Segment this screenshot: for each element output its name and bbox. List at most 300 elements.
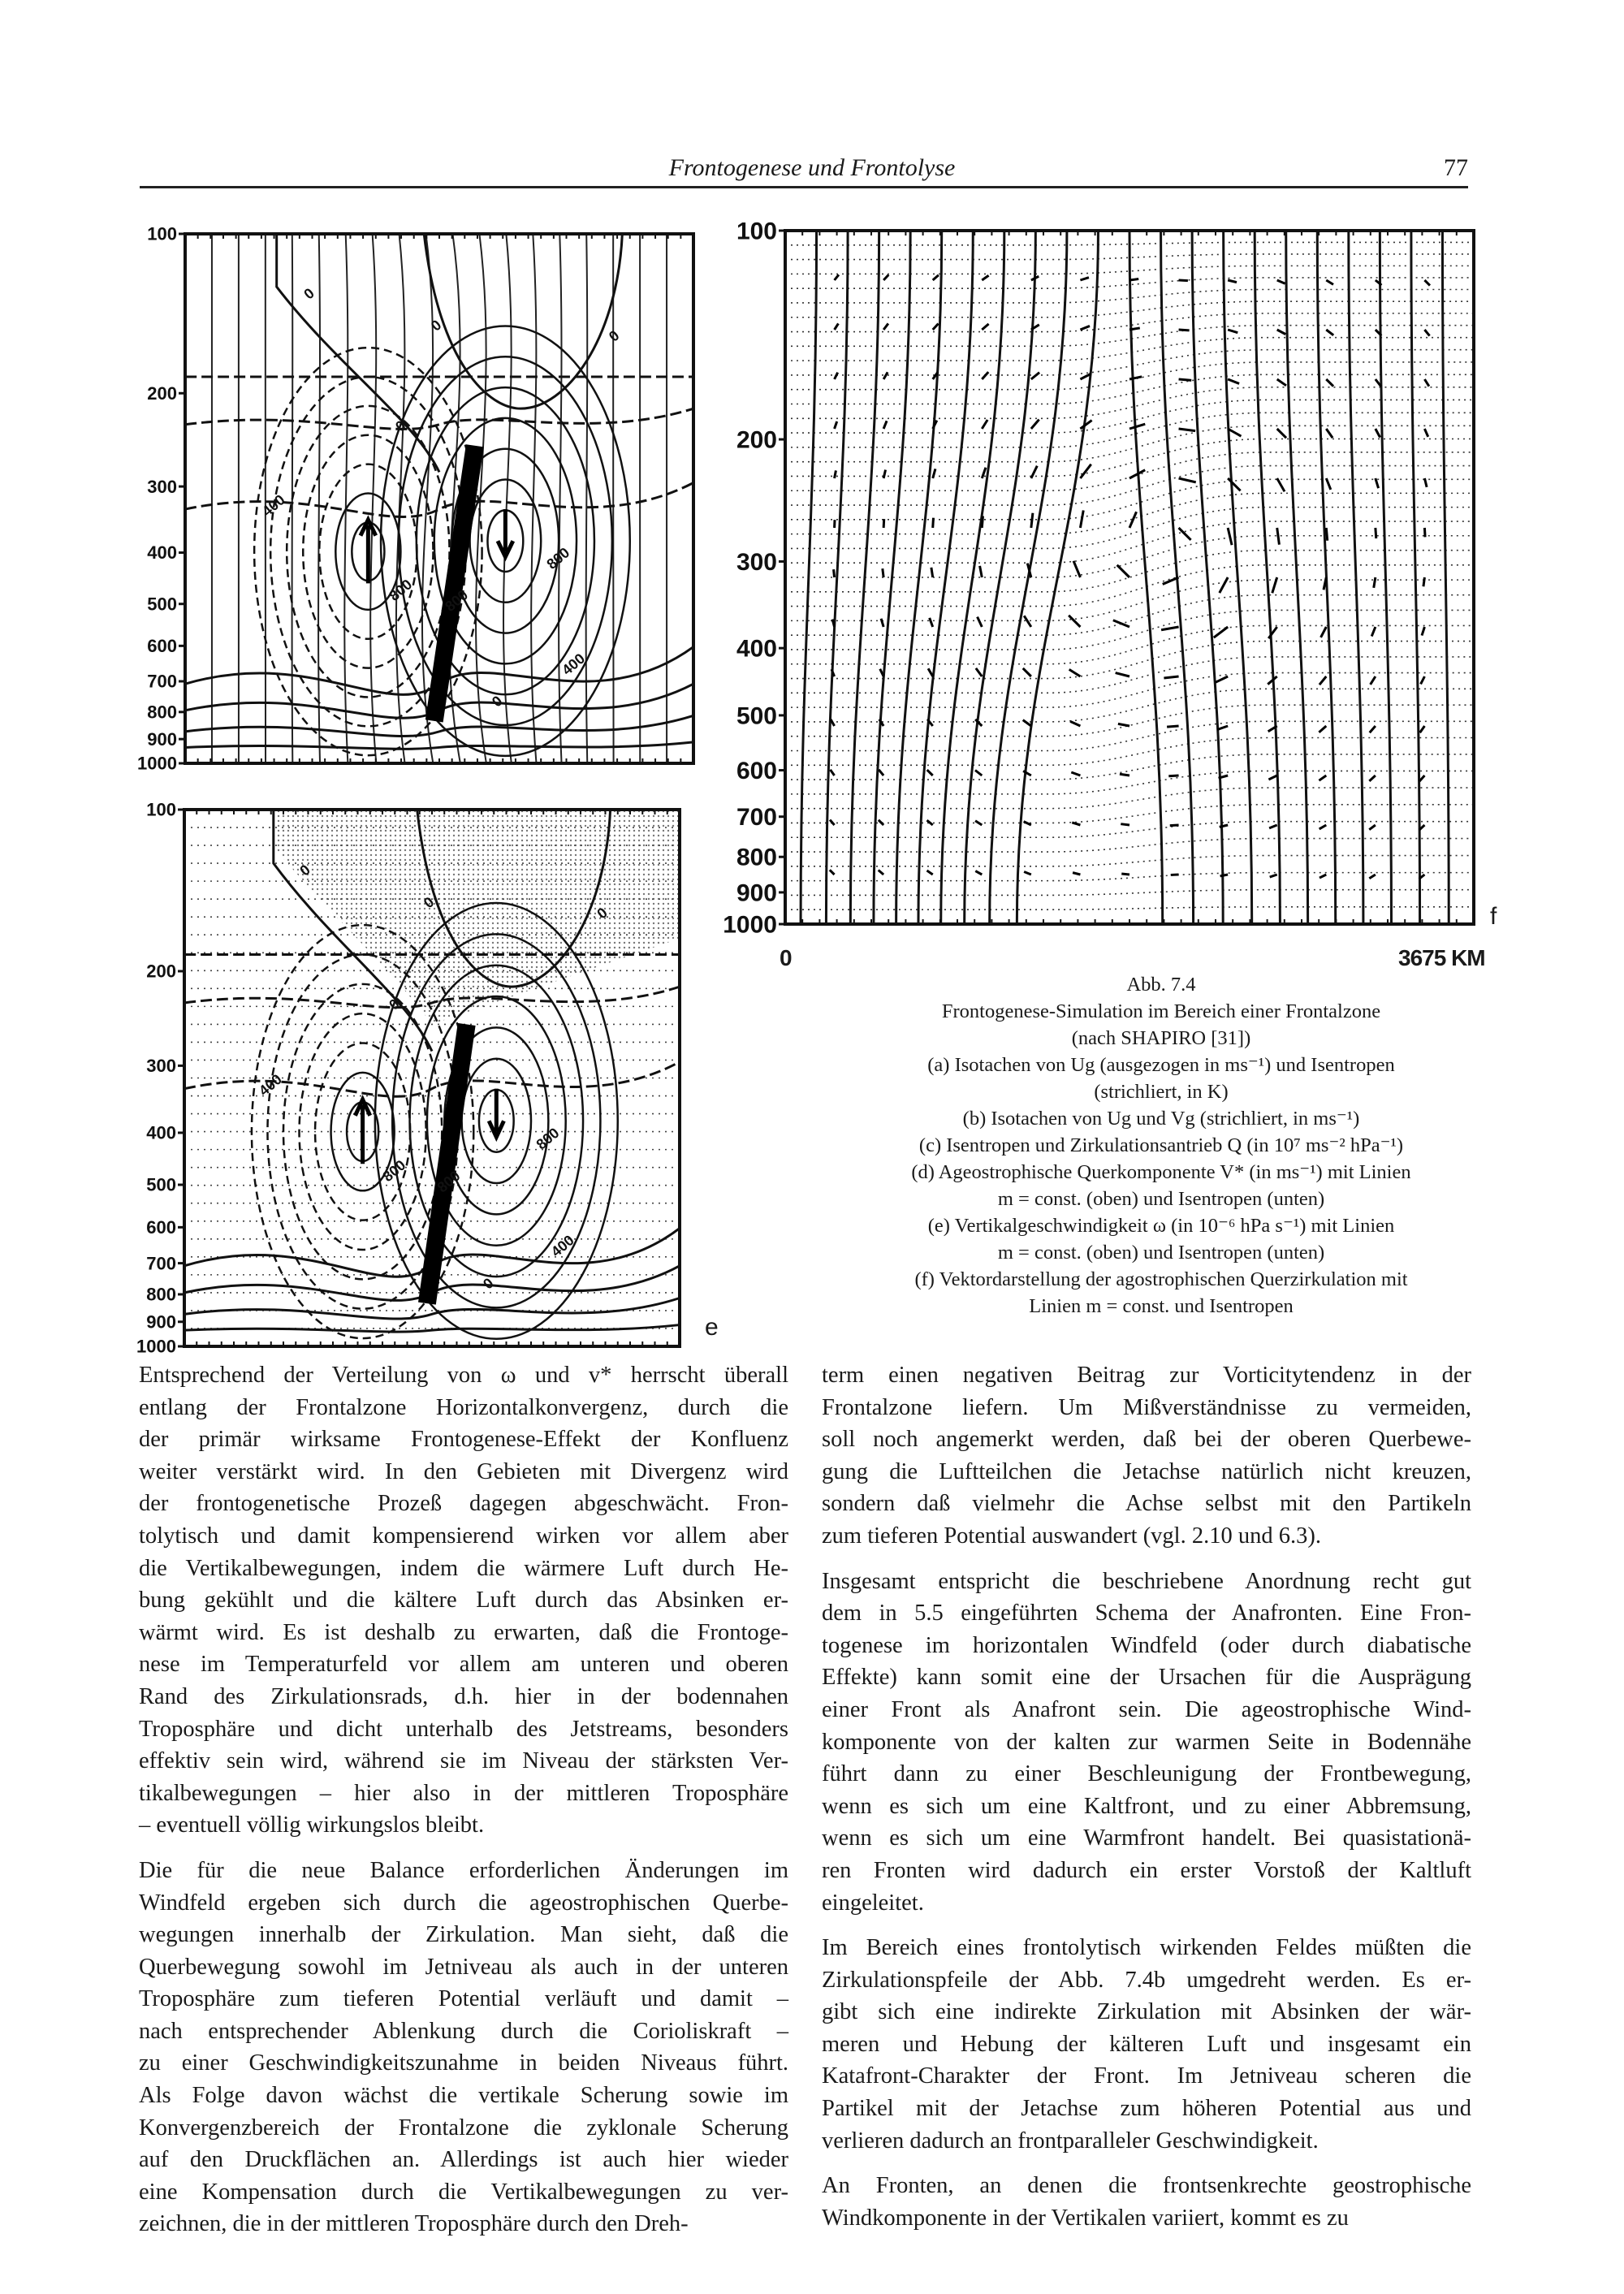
contour-label: 0	[296, 861, 313, 879]
text-line: komponente von der kalten zur warmen Seite in Bodennähe	[822, 1729, 1471, 1755]
zero-contour	[277, 234, 439, 472]
m-const-line	[1286, 231, 1308, 924]
text-line: der frontogenetische Prozeß dagegen abgeschwächt. Fron-	[139, 1491, 788, 1517]
circulation-vector	[1214, 627, 1228, 637]
contour-label: 800	[386, 576, 416, 605]
circulation-vector	[1117, 565, 1129, 577]
circulation-vector	[1073, 561, 1080, 577]
text-line: Katafront-Charakter der Front. Im Jetniveau scheren die	[822, 2063, 1471, 2089]
circulation-vector	[1080, 278, 1089, 280]
caption-line: Frontogenese-Simulation im Bereich einer Frontalzone	[941, 1000, 1381, 1022]
caption-line: (strichliert, in K)	[1094, 1081, 1229, 1103]
y-axis-tick-label: 600	[736, 758, 777, 785]
circulation-vector	[1168, 775, 1178, 776]
circulation-vector	[1024, 872, 1031, 875]
text-line: gibt sich eine indirekte Zirkulation mit Absinken der wär-	[822, 1999, 1471, 2025]
circulation-vector	[1277, 478, 1285, 491]
circulation-vector	[975, 771, 982, 775]
text-line: Partikel mit der Jetachse zum höheren Potential aus und	[822, 2096, 1471, 2122]
text-line: dem in 5.5 eingeführten Schema der Anafronten. Eine Fron-	[822, 1601, 1471, 1627]
circulation-vector	[1121, 824, 1129, 825]
text-line: wegungen innerhalb der Zirkulation. Man sieht, daß die	[139, 1922, 788, 1948]
circulation-vector	[1277, 330, 1286, 335]
circulation-vector	[1419, 775, 1424, 781]
y-axis-tick-label: 500	[147, 594, 177, 615]
text-line: soll noch angemerkt werden, daß bei der oberen Querbewe-	[822, 1427, 1471, 1453]
circulation-vector	[1118, 724, 1129, 726]
circulation-vector	[1069, 616, 1080, 627]
dotted-isentrope	[785, 856, 1474, 866]
isotach-line	[586, 234, 588, 763]
running-header: Frontogenese und Frontolyse	[668, 154, 956, 181]
circulation-vector	[883, 470, 885, 478]
circulation-vector	[1070, 721, 1080, 726]
contour-label: 400	[547, 1232, 577, 1260]
circulation-vector	[1120, 774, 1129, 775]
text-line: auf den Druckflächen an. Allerdings ist auch hier wieder	[139, 2147, 788, 2173]
circulation-vector	[1080, 464, 1091, 478]
y-axis-tick-label: 300	[736, 548, 777, 576]
text-line: zeichnen, die in der mittleren Troposphäre durch den Dreh-	[139, 2211, 689, 2237]
paragraph	[139, 1855, 788, 2240]
contour-label: 800	[533, 1124, 563, 1153]
paragraph	[822, 1566, 1471, 1920]
dotted-isentrope	[785, 657, 1474, 693]
dotted-isentrope	[785, 479, 1474, 519]
text-line: der primär wirksame Frontogenese-Effekt der Konfluenz	[139, 1427, 788, 1453]
circulation-vector	[933, 324, 939, 330]
contour-label: 0	[480, 1274, 497, 1293]
dotted-isentrope	[785, 642, 1474, 679]
circulation-vector	[930, 618, 933, 627]
figure-panel-bottom-left	[136, 799, 680, 1357]
circulation-vector	[1326, 280, 1333, 284]
dotted-isentrope	[785, 738, 1474, 766]
text-line: – eventuell völlig wirkungslos bleibt.	[139, 1812, 485, 1838]
text-line: term einen negativen Beitrag zur Vorticitytendenz in der	[822, 1363, 1471, 1388]
circulation-vector	[928, 668, 933, 676]
circulation-vector	[1220, 875, 1229, 876]
caption-line: (d) Ageostrophische Querkomponente V* (in ms⁻¹) mit Linien	[911, 1161, 1411, 1183]
circulation-vector	[1179, 528, 1191, 540]
caption-line: Linien m = const. und Isentropen	[1029, 1295, 1294, 1317]
circulation-vector	[975, 821, 982, 825]
text-line: nese im Temperaturfeld vor allem am unteren und oberen	[139, 1652, 788, 1678]
zero-contour	[424, 234, 622, 408]
text-line: An Fronten, an denen die frontsenkrechte geostrophische	[822, 2173, 1471, 2199]
m-const-line	[1349, 231, 1363, 924]
dotted-isentrope	[785, 426, 1474, 461]
circulation-vector	[1370, 726, 1376, 732]
circulation-vector	[1319, 726, 1326, 732]
circulation-vector	[1270, 875, 1277, 877]
y-axis-tick-label: 900	[736, 879, 777, 907]
circulation-vector	[982, 420, 987, 429]
circulation-vector	[883, 519, 884, 528]
circulation-vector	[879, 770, 883, 775]
y-axis-tick-label: 400	[736, 635, 777, 663]
dotted-isentrope	[785, 689, 1474, 722]
circulation-vector	[1228, 379, 1239, 383]
circulation-vector	[1167, 726, 1178, 727]
circulation-vector	[1369, 825, 1376, 830]
text-line: ren Fronten wird dadurch ein erster Vorstoß der Kaltluft	[822, 1857, 1471, 1883]
circulation-vector	[1164, 676, 1178, 678]
text-line: wenn es sich um eine Warmfront handelt. Bei quasistationä-	[822, 1825, 1471, 1851]
paragraph	[822, 2170, 1471, 2234]
circulation-vector	[1220, 577, 1228, 593]
circulation-vector	[1424, 330, 1429, 336]
circulation-vector	[1369, 775, 1376, 781]
paragraph	[822, 1932, 1471, 2157]
isotach-line	[559, 234, 561, 763]
circulation-vector	[1326, 379, 1333, 387]
circulation-vector	[1170, 825, 1179, 826]
circulation-vector	[835, 421, 837, 429]
circulation-vector	[1080, 511, 1083, 528]
circulation-vector	[1320, 875, 1326, 878]
circulation-vector	[1320, 676, 1326, 685]
y-axis-tick-label: 800	[736, 844, 777, 871]
text-line: führt dann zu einer Beschleunigung der Frontbewegung,	[822, 1761, 1471, 1787]
text-line: wenn es sich um eine Kaltfront, und zu einer Abbremsung,	[822, 1793, 1471, 1819]
y-axis-tick-label: 300	[147, 476, 177, 497]
circulation-vector	[1228, 478, 1240, 490]
contour-label: 800	[442, 586, 472, 616]
circulation-vector	[1268, 775, 1276, 780]
circulation-vector	[830, 770, 834, 775]
circulation-vector	[1129, 377, 1142, 379]
figure-number: Abb. 7.4	[1126, 974, 1196, 996]
circulation-vector	[1069, 669, 1081, 676]
text-line: eine Kompensation durch die Vertikalbewegungen zu ver-	[139, 2179, 788, 2205]
caption-line: (a) Isotachen von Ug (ausgezogen in ms⁻¹) und Isentropen	[927, 1054, 1395, 1076]
circulation-vector	[1376, 429, 1380, 438]
y-axis-tick-label: 200	[147, 382, 177, 404]
panel-letter-e: e	[705, 1314, 719, 1341]
m-const-line	[1442, 231, 1449, 924]
circulation-vector	[1228, 330, 1237, 333]
m-const-line	[1411, 231, 1420, 924]
x-axis-end-label: 3675 KM	[1398, 945, 1485, 970]
text-line: Die für die neue Balance erforderlichen Änderungen im	[139, 1857, 788, 1883]
y-axis-tick-label: 800	[147, 702, 177, 723]
dotted-isentrope	[785, 439, 1474, 477]
page-number: 77	[1444, 154, 1468, 181]
contour-label: 0	[594, 904, 611, 922]
contour-label: 0	[386, 996, 403, 1013]
y-axis-tick-label: 900	[147, 728, 177, 750]
text-line: Troposphäre und dicht unterhalb des Jetstreams, besonders	[139, 1716, 788, 1742]
circulation-vector	[1269, 825, 1277, 828]
m-const-line	[1192, 231, 1223, 924]
circulation-vector	[1072, 823, 1080, 825]
panel-letter-f: f	[1490, 903, 1497, 930]
text-line: Troposphäre zum tieferen Potential verläuft und damit –	[139, 1986, 788, 2012]
circulation-vector	[982, 324, 988, 330]
dotted-isentrope	[785, 452, 1474, 490]
m-const-line	[896, 231, 942, 924]
circulation-vector	[1321, 627, 1327, 637]
y-axis-tick-label: 100	[147, 223, 177, 244]
circulation-vector	[975, 871, 982, 875]
circulation-vector	[1326, 528, 1327, 541]
text-line: togenese im horizontalen Windfeld (oder durch diabatische	[822, 1632, 1471, 1658]
circulation-vector	[1374, 577, 1376, 588]
dotted-isentrope	[785, 788, 1474, 809]
y-axis-tick-label: 900	[146, 1311, 176, 1333]
text-line: bung gekühlt und die kältere Luft durch das Absinken er-	[139, 1588, 788, 1614]
paragraph	[139, 1359, 788, 1842]
circulation-vector	[883, 372, 888, 379]
circulation-vector	[830, 820, 835, 825]
contour-label: 400	[559, 650, 589, 679]
dotted-isentrope	[785, 350, 1474, 375]
dotted-isentrope	[785, 565, 1474, 607]
circulation-vector	[1031, 373, 1039, 379]
text-line: Im Bereich eines frontolytisch wirkenden Feldes müßten die	[822, 1935, 1471, 1961]
circulation-vector	[1129, 424, 1145, 429]
circulation-vector	[1369, 875, 1376, 879]
text-line: zu einer Geschwindigkeitszunahme in beiden Niveaus führt.	[139, 2050, 788, 2076]
dotted-isentrope	[785, 362, 1474, 390]
circulation-vector	[933, 275, 939, 280]
circulation-vector	[927, 770, 933, 775]
y-axis-tick-label: 700	[147, 671, 177, 692]
text-line: Insgesamt entspricht die beschriebene Anordnung recht gut	[822, 1568, 1471, 1594]
y-axis-tick-label: 700	[736, 804, 777, 832]
y-axis-tick-label: 500	[146, 1174, 176, 1195]
y-axis-tick-label: 100	[736, 218, 777, 245]
circulation-vector	[1277, 429, 1286, 438]
circulation-vector	[1319, 775, 1326, 780]
circulation-vector	[830, 870, 835, 875]
circulation-vector	[835, 323, 839, 330]
circulation-vector	[1024, 822, 1031, 825]
circulation-vector	[982, 372, 988, 379]
circulation-vector	[1272, 577, 1277, 593]
y-axis-tick-label: 100	[146, 799, 176, 820]
dotted-isentrope	[785, 551, 1474, 592]
circulation-vector	[1031, 420, 1039, 429]
circulation-vector	[1423, 577, 1424, 586]
circulation-vector	[1420, 726, 1425, 732]
text-line: Windfeld ergeben sich durch die ageostrophischen Querbe-	[139, 1890, 788, 1916]
circulation-vector	[976, 668, 982, 676]
m-const-line	[918, 231, 973, 924]
circulation-vector	[1277, 379, 1286, 386]
dotted-isentrope	[785, 754, 1474, 780]
circulation-vector	[1071, 772, 1080, 775]
isotach-line	[503, 234, 512, 763]
text-line: Konvergenzbereich der Frontalzone die zyklonale Scherung	[139, 2115, 788, 2141]
circulation-vector	[881, 619, 883, 627]
text-line: meren und Hebung der kälteren Luft und insgesamt ein	[822, 2031, 1471, 2057]
text-line: die Vertikalbewegungen, indem die wärmere Luft durch He-	[139, 1555, 788, 1581]
y-axis-tick-label: 200	[146, 961, 176, 982]
isotach-line	[318, 234, 320, 763]
dotted-isentrope	[785, 536, 1474, 577]
contour-label: 400	[256, 1070, 285, 1099]
text-line: nach entsprechender Ablenkung durch die Corioliskraft –	[139, 2018, 788, 2044]
y-axis-tick-label: 1000	[723, 911, 777, 939]
text-line: zum tieferen Potential auswandert (vgl. 2.10 und 6.3).	[822, 1523, 1321, 1549]
circulation-vector	[927, 871, 933, 875]
text-line: weiter verstärkt wird. In den Gebieten mit Divergenz wird	[139, 1458, 788, 1484]
contour-label: 0	[427, 316, 445, 335]
text-line: Entsprechend der Verteilung von ω und v* herrscht überall	[139, 1363, 788, 1388]
circulation-vector	[835, 470, 836, 478]
circulation-vector	[1424, 528, 1425, 537]
dotted-isentrope	[785, 890, 1474, 896]
circulation-vector	[883, 421, 887, 429]
circulation-vector	[933, 518, 934, 528]
circulation-vector	[1179, 379, 1192, 380]
header-rule	[140, 186, 1468, 188]
y-axis-tick-label: 200	[736, 426, 777, 454]
circulation-vector	[931, 568, 933, 577]
circulation-vector	[1320, 825, 1327, 829]
circulation-vector	[879, 871, 883, 875]
circulation-vector	[1031, 513, 1033, 528]
arrow-up-icon	[361, 520, 376, 583]
circulation-vector	[1116, 673, 1129, 676]
circulation-vector	[1371, 676, 1376, 685]
y-axis-tick-label: 300	[146, 1056, 176, 1077]
caption-line: m = const. (oben) und Isentropen (unten)	[997, 1188, 1325, 1210]
circulation-vector	[1080, 326, 1090, 330]
y-axis-tick-label: 600	[146, 1217, 176, 1238]
circulation-vector	[1326, 478, 1331, 490]
body-column-left	[139, 1359, 788, 2253]
text-line: Effekte) kann somit eine der Ursachen für die Ausprägung	[822, 1665, 1471, 1691]
contour-label: 800	[543, 544, 573, 572]
contour-label: 800	[434, 1167, 464, 1196]
caption-line: (f) Vektordarstellung der agostrophischen Querzirkulation mit	[914, 1268, 1408, 1290]
circulation-vector	[1216, 676, 1228, 682]
caption-line: (e) Vertikalgeschwindigkeit ω (in 10⁻⁶ hPa s⁻¹) mit Linien	[927, 1215, 1395, 1237]
figure-panel-top-left	[137, 223, 693, 774]
circulation-vector	[835, 373, 838, 379]
text-line: Frontalzone liefern. Um Mißverständnisse zu vermeiden,	[822, 1394, 1471, 1420]
caption-line: (c) Isentropen und Zirkulationsantrieb Q (in 10⁷ ms⁻² hPa⁻¹)	[918, 1134, 1404, 1156]
text-line: Zirkulationspfeile der Abb. 7.4b umgedreht werden. Es er-	[822, 1967, 1471, 1993]
dotted-isentrope	[785, 466, 1474, 506]
circulation-vector	[1031, 276, 1039, 280]
text-line: sondern daß vielmehr die Achse selbst mit den Partikeln	[822, 1491, 1471, 1517]
circulation-vector	[831, 719, 834, 726]
circulation-vector	[1228, 528, 1232, 545]
circulation-vector	[1161, 627, 1178, 630]
dotted-isentrope	[785, 907, 1474, 909]
text-line: einer Front als Anafront sein. Die ageostrophische Wind-	[822, 1696, 1471, 1722]
text-line: gung die Luftteilchen die Jetachse natürlich nicht kreuzen,	[822, 1458, 1471, 1484]
circulation-vector	[1326, 330, 1333, 335]
y-axis-tick-label: 400	[146, 1122, 176, 1143]
contour-label: 0	[392, 417, 409, 435]
circulation-vector	[883, 274, 888, 280]
m-const-line	[1129, 231, 1163, 924]
dotted-isentrope	[785, 387, 1474, 419]
y-axis-tick-label: 1000	[136, 1336, 176, 1357]
dotted-isentrope	[785, 493, 1474, 534]
circulation-vector	[1023, 720, 1031, 726]
isotach-line	[613, 234, 614, 763]
circulation-vector	[1424, 429, 1427, 437]
caption-line: (b) Isotachen von Ug und Vg (strichliert, in ms⁻¹)	[962, 1108, 1360, 1130]
contour-label: 0	[420, 893, 438, 912]
paragraph	[822, 1359, 1471, 1553]
x-axis-start-label: 0	[780, 945, 793, 970]
circulation-vector	[982, 275, 988, 280]
isentrope-contour	[185, 408, 693, 429]
text-line: effektiv sein wird, während sie im Niveau der stärksten Ver-	[139, 1748, 788, 1774]
circulation-vector	[1424, 379, 1428, 387]
circulation-vector	[1129, 328, 1140, 330]
dotted-isentrope	[785, 839, 1474, 852]
circulation-vector	[978, 617, 983, 627]
circulation-vector	[1277, 280, 1285, 283]
caption-line: m = const. (oben) und Isentropen (unten)	[997, 1242, 1325, 1264]
arrow-up-icon	[355, 1099, 369, 1164]
contour-label: 0	[605, 326, 623, 345]
circulation-vector	[1121, 874, 1129, 875]
circulation-vector	[1129, 279, 1138, 280]
text-line: entlang der Frontalzone Horizontalkonvergenz, durch die	[139, 1394, 788, 1420]
circulation-vector	[933, 469, 935, 478]
text-line: Als Folge davon wächst die vertikale Scherung sowie im	[139, 2083, 788, 2109]
circulation-vector	[1179, 478, 1196, 482]
circulation-vector	[1179, 429, 1196, 431]
circulation-vector	[1023, 668, 1031, 676]
dotted-isentrope	[785, 805, 1474, 823]
text-line: eingeleitet.	[822, 1890, 924, 1916]
y-axis-tick-label: 1000	[137, 753, 177, 774]
circulation-vector	[835, 274, 839, 280]
isotach-line	[370, 234, 376, 763]
circulation-vector	[1421, 676, 1425, 684]
text-line: Rand des Zirkulationsrads, d.h. hier in der bodennahen	[139, 1683, 788, 1709]
circulation-vector	[1422, 627, 1424, 636]
figure-caption	[812, 971, 1510, 1320]
circulation-vector	[1371, 627, 1376, 637]
y-axis-tick-label: 600	[147, 636, 177, 657]
contour-label: 0	[488, 692, 506, 711]
text-line: wärmt wird. Es ist deshalb zu erwarten, daß die Frontoge-	[139, 1619, 788, 1645]
y-axis-tick-label: 400	[147, 542, 177, 564]
text-line: verlieren dadurch an frontparalleler Geschwindigkeit.	[822, 2128, 1319, 2154]
contour-label: 0	[300, 284, 317, 303]
caption-line: (nach SHAPIRO [31])	[1071, 1027, 1251, 1049]
m-const-line	[826, 231, 848, 924]
circulation-vector	[883, 323, 888, 330]
circulation-vector	[1073, 873, 1080, 875]
circulation-vector	[1228, 280, 1237, 283]
circulation-vector	[1424, 280, 1430, 286]
text-line: Windkomponente in der Vertikalen variiert, kommt es zu	[822, 2205, 1349, 2231]
figure-panel-right	[723, 218, 1474, 939]
circulation-vector	[1179, 280, 1188, 281]
dotted-isentrope	[785, 508, 1474, 549]
circulation-vector	[834, 569, 835, 577]
circulation-vector	[1424, 478, 1427, 487]
y-axis-tick-label: 700	[146, 1253, 176, 1274]
text-line: Querbewegung sowohl im Jetniveau als auch in der unteren	[139, 1954, 788, 1980]
y-axis-tick-label: 500	[736, 702, 777, 730]
contour-label: 800	[379, 1156, 409, 1186]
circulation-vector	[980, 566, 983, 577]
y-axis-tick-label: 800	[146, 1284, 176, 1305]
